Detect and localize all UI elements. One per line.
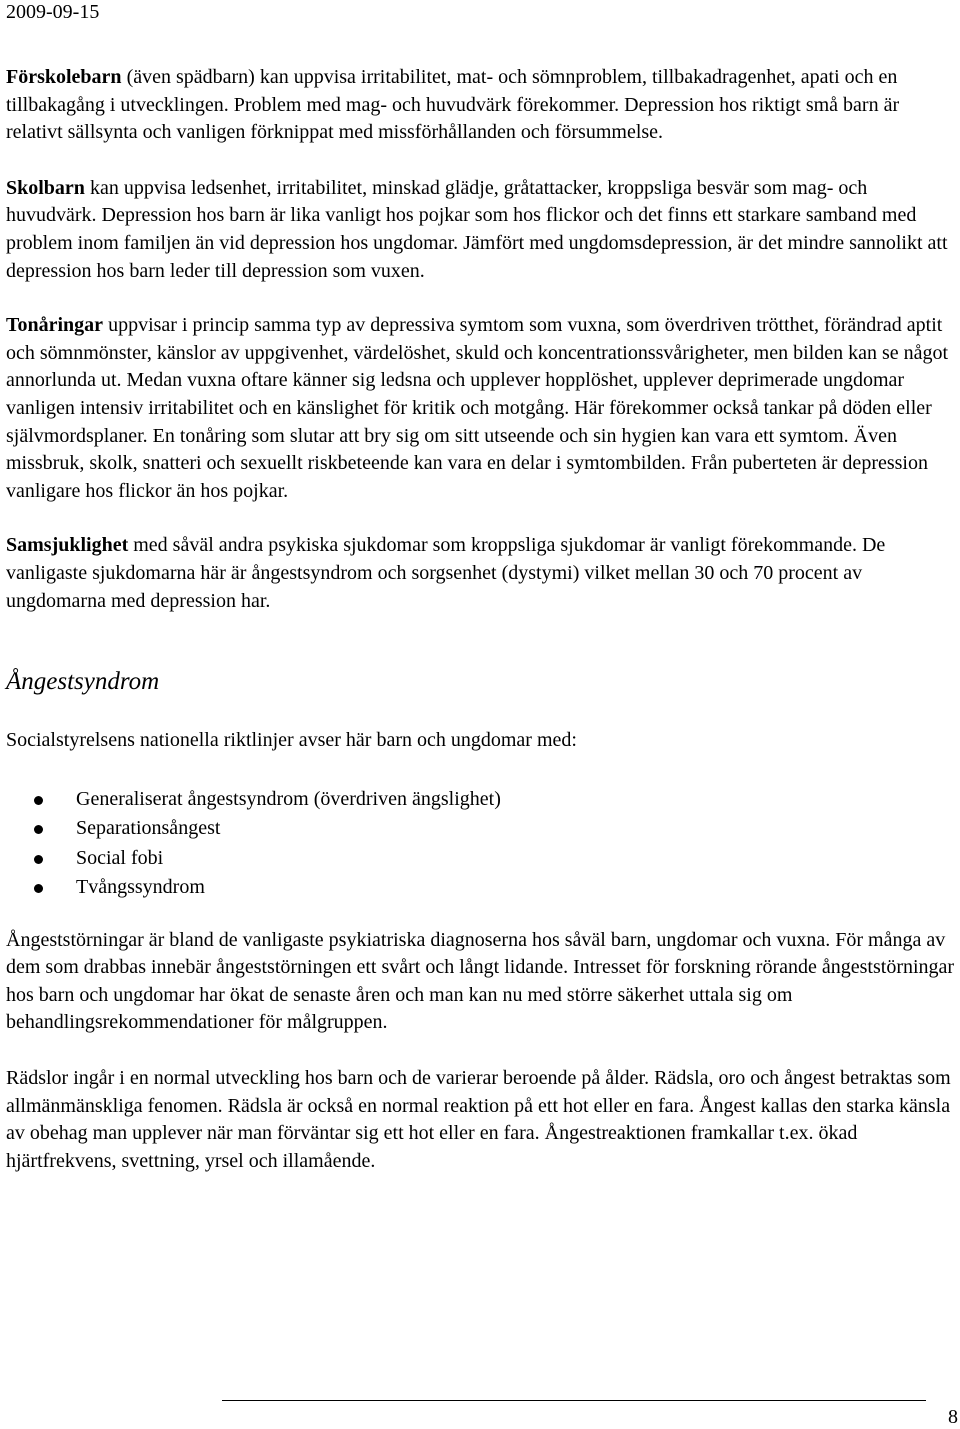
paragraph-skolbarn — [6, 175, 958, 285]
bullet-icon — [34, 884, 43, 893]
term-samsjuklighet: Samsjuklighet — [6, 534, 129, 557]
section-heading: Ångestsyndrom — [6, 668, 160, 696]
paragraph-angeststorningar: Ångeststörningar är bland de vanligaste psykiatriska diagnoserna hos såväl barn, ungdomar och vuxna. För många av dem som drabbas innebär ångeststörningen ett svårt och långt lidande. Intresset för forskning rörande ångeststörningar hos barn och ungdomar har ökat de senaste åren och man kan nu med större säkerhet uttala sig om behandlingsrekommendationer för målgruppen. — [6, 928, 955, 1034]
paragraph-text: kan uppvisa ledsenhet, irritabilitet, minskad glädje, gråtattacker, kroppsliga besvär som mag- och huvudvärk. Depression hos barn är lika vanligt hos pojkar som hos flickor och det finns ett starkare samband med problem inom familjen än vid depression hos ungdomar. Jämfört med ungdomsdepression, är det mindre sannolikt att depression hos barn leder till depression som vuxen. — [6, 176, 948, 282]
term-forskolebarn: Förskolebarn — [6, 66, 122, 88]
document-date: 2009-09-15 — [6, 1, 100, 23]
section-intro: Socialstyrelsens nationella riktlinjer avser här barn och ungdomar med: — [6, 729, 577, 752]
bullet-icon — [34, 796, 43, 805]
list-item-text: Separationsångest — [76, 817, 221, 840]
paragraph-text: med såväl andra psykiska sjukdomar som kroppsliga sjukdomar är vanligt förekommande. De vanligaste sjukdomarna här är ångestsyndrom och sorgsenhet (dystymi) vilket mellan 30 och 70 procent av ungdomarna med depression har. — [6, 534, 886, 612]
list-item — [6, 785, 958, 815]
document-body — [6, 64, 958, 1175]
paragraph-text: uppvisar i princip samma typ av depressiva symtom som vuxna, som överdriven trötthet, förändrad aptit och sömnmönster, känslor av uppgivenhet, värdelöshet, skuld och koncentrationssvårigheter, men bilden kan se något annorlunda ut. Medan vuxna oftare känner sig ledsna och upplever hopplöshet, upplever deprimerade ungdomar vanligen intensiv irritabilitet och en känslighet för kritik och motgång. Här förekommer också tankar på döden eller självmordsplaner. En tonåring som slutar att bry sig om sitt utseende och sin hygien kan vara ett symtom. Även missbruk, skolk, snatteri och sexuellt riskbeteende kan vara en delar i symtombilden. Från puberteten är depression vanligare hos flickor än hos pojkar. — [6, 314, 949, 502]
bullet-icon — [34, 855, 43, 864]
list-item-text: Tvångssyndrom — [76, 876, 205, 899]
term-skolbarn: Skolbarn — [6, 176, 85, 199]
footer-divider — [222, 1400, 926, 1401]
list-item — [6, 873, 958, 903]
list-item-text: Social fobi — [76, 846, 164, 869]
list-item-text: Generaliserat ångestsyndrom (överdriven ängslighet) — [76, 787, 501, 810]
paragraph-forskolebarn — [6, 64, 958, 147]
paragraph-radslor: Rädslor ingår i en normal utveckling hos barn och de varierar beroende på ålder. Rädsla, oro och ångest betraktas som allmänmänskliga fenomen. Rädsla är också en normal reaktion på ett hot eller en fara. Ångest kallas den starka känsla av obehag man upplever när man förväntar sig ett hot eller en fara. Ångestreaktionen framkallar t.ex. ökad hjärtfrekvens, svettning, yrsel och illamående. — [6, 1067, 951, 1172]
page-number: 8 — [948, 1406, 958, 1428]
bullet-icon — [34, 825, 43, 834]
paragraph-samsjuklighet — [6, 532, 958, 615]
list-item — [6, 844, 958, 874]
bullet-list — [6, 785, 958, 903]
paragraph-tonaringar — [6, 312, 958, 505]
term-tonaringar: Tonåringar — [6, 314, 104, 337]
list-item — [6, 814, 958, 844]
paragraph-text: (även spädbarn) kan uppvisa irritabilitet, mat- och sömnproblem, tillbakadragenhet, apati och en tillbakagång i utvecklingen. Problem med mag- och huvudvärk förekommer. Depression hos riktigt små barn är relativt sällsynta och vanligen förknippat med missförhållanden och försummelse. — [6, 66, 900, 144]
